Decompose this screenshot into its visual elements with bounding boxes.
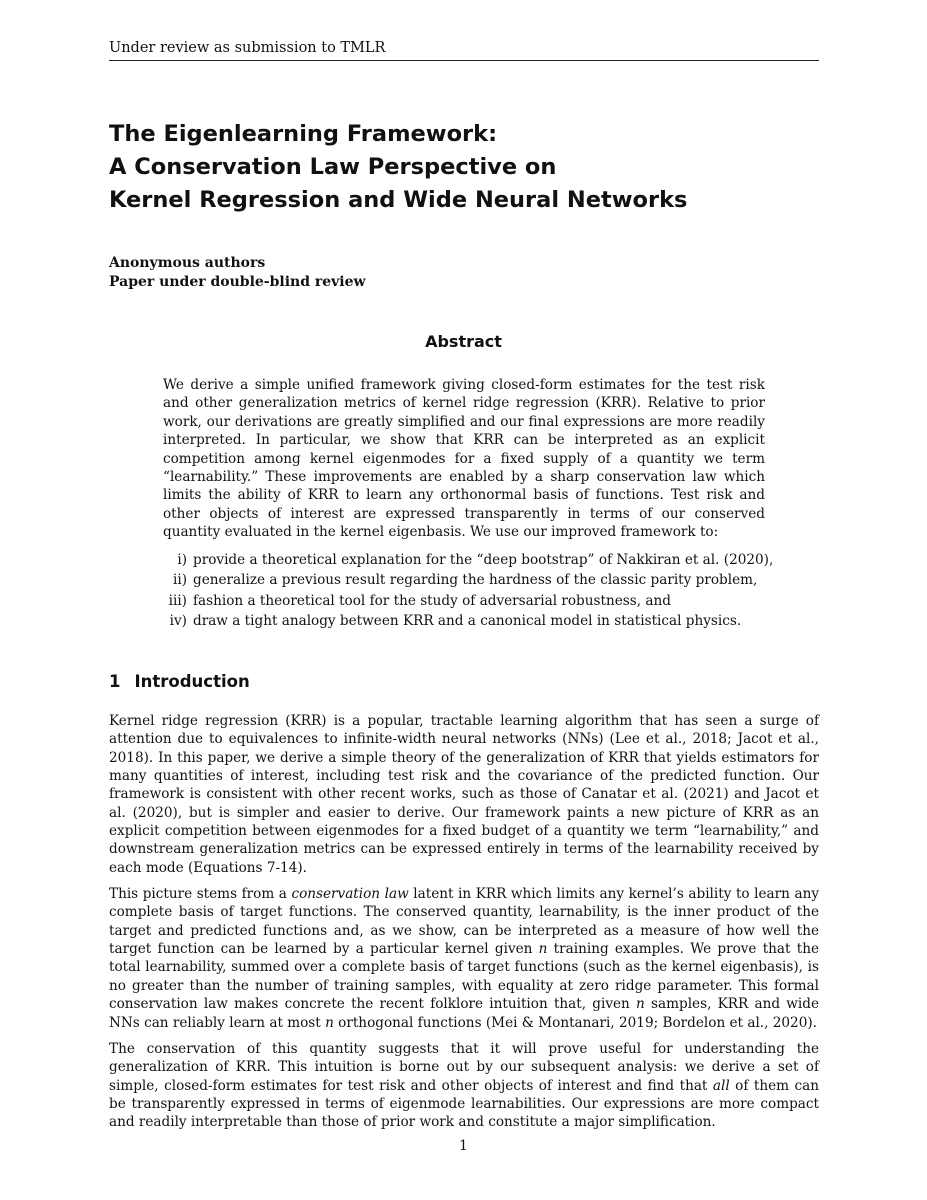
list-item (163, 550, 774, 571)
section-heading (109, 672, 250, 691)
author-block (109, 254, 366, 291)
paragraph-1: Kernel ridge regression (KRR) is a popular, tractable learning algorithm that has seen a surge of attention due to equivalences to infinite-width neural networks (NNs) (Lee et al., 2018; Jacot et al., 2018). In this paper, we derive a simple theory of the generalization of KRR that yields estimators for many quantities of interest, including test risk and the covariance of the predicted function. Our framework is consistent with other recent works, such as those of Canatar et al. (2021) and Jacot et al. (2020), but is simpler and easier to derive. Our framework paints a new picture of KRR as an explicit competition between eigenmodes for a fixed budget of a quantity we term “learnability,” and downstream generalization metrics can be expressed entirely in terms of the learnability received by each mode (Equations 7-14). (109, 713, 819, 876)
paragraph-2 (109, 885, 819, 1032)
paper-title (109, 118, 829, 217)
abstract-heading: Abstract (425, 332, 502, 351)
section-number: 1 (109, 672, 121, 691)
list-item (163, 611, 765, 632)
list-item-text: draw a tight analogy between KRR and a canonical model in statistical physics. (193, 613, 742, 630)
section-title: Introduction (134, 672, 250, 691)
list-item-text: fashion a theoretical tool for the study of adversarial robustness, and (193, 592, 671, 609)
list-item (163, 591, 765, 612)
p2-text-d: samples, KRR and wide NNs can reliably learn at most (109, 996, 819, 1031)
title-line-2: A Conservation Law Perspective on (109, 154, 557, 180)
p3-emphasis: all (712, 1077, 730, 1094)
p2-text-c: training examples. We prove that the total learnability, summed over a complete basis of target functions (such as the kernel eigenbasis), is no greater than the number of training samples, with equality at zero ridge parameter. This formal conservation law makes concrete the recent folklore intuition that, given (109, 941, 820, 1013)
abstract-text: We derive a simple unified framework giving closed-form estimates for the test risk and other generalization metrics of kernel ridge regression (KRR). Relative to prior work, our derivations are greatly simplified and our final expressions are more readily interpreted. In particular, we show that KRR can be interpreted as an explicit competition among kernel eigenmodes for a fixed supply of a quantity we term “learnability.” These improvements are enabled by a sharp conservation law which limits the ability of KRR to learn any orthonormal basis of functions. Test risk and other objects of interest are expressed transparently in terms of our conserved quantity evaluated in the kernel eigenbasis. We use our improved framework to: (163, 377, 765, 541)
p3-text-b: of them can be transparently expressed in terms of eigenmode learnabilities. Our expressions are more compact and readily interpretable than those of prior work and constitute a major simplification. (109, 1077, 819, 1131)
body-text (109, 712, 819, 1140)
paragraph-3 (109, 1040, 819, 1132)
p2-text-a: This picture stems from a (109, 886, 292, 903)
list-item-number: ii) (173, 572, 187, 589)
list-item-number: iv) (169, 613, 187, 630)
review-note: Paper under double-blind review (109, 273, 366, 290)
abstract (163, 376, 774, 632)
page-number: 1 (459, 1138, 468, 1154)
p2-emphasis: conservation law (291, 886, 409, 903)
author-name: Anonymous authors (109, 255, 266, 271)
title-line-3: Kernel Regression and Wide Neural Networks (109, 187, 688, 213)
list-item-text: generalize a previous result regarding the hardness of the classic parity problem, (193, 572, 758, 589)
p2-var-n: n (325, 1014, 334, 1031)
p2-text-b: latent in KRR which limits any kernel’s ability to learn any complete basis of target functions. The conserved quantity, learnability, is the inner product of the target and predicted functions and, as we show, can be interpreted as a measure of how well the target function can be learned by a particular kernel given (109, 886, 820, 958)
title-line-1: The Eigenlearning Framework: (109, 121, 498, 147)
list-item-text: provide a theoretical explanation for the “deep bootstrap” of Nakkiran et al. (2020), (193, 551, 774, 568)
contribution-list (163, 550, 774, 632)
p2-var-n: n (538, 941, 548, 958)
running-head: Under review as submission to TMLR (109, 40, 819, 61)
p3-text-a: The conservation of this quantity suggests that it will prove useful for understanding the generalization of KRR. This intuition is borne out by our subsequent analysis: we derive a set of simple, closed-form estimates for test risk and other objects of interest and find that (109, 1040, 819, 1094)
list-item-number: iii) (168, 592, 187, 609)
p2-text-e: orthogonal functions (Mei & Montanari, 2019; Bordelon et al., 2020). (333, 1014, 817, 1031)
list-item (163, 570, 765, 591)
p2-var-n: n (636, 996, 645, 1013)
list-item-number: i) (177, 551, 187, 568)
